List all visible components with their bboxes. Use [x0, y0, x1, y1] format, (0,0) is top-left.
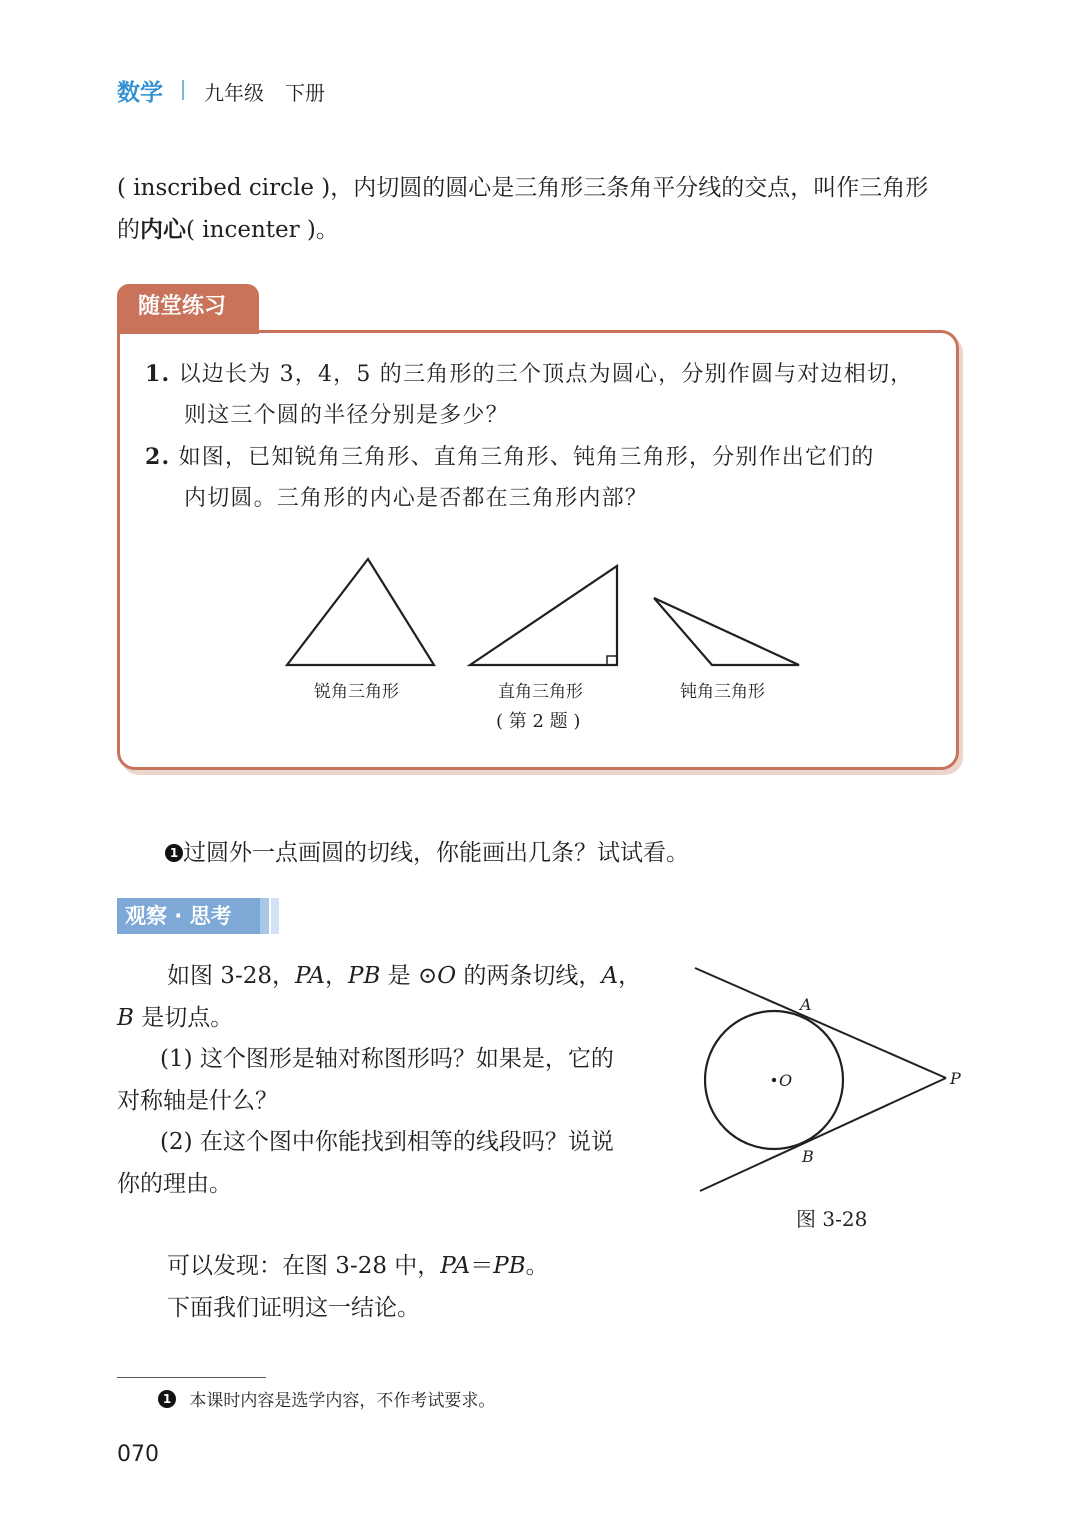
right-triangle: [470, 566, 617, 665]
observe-p3-line2: 你的理由。: [117, 1171, 232, 1197]
label-acute: 锐角三角形: [314, 682, 399, 702]
figure-3-28-caption: 图 3-28: [796, 1207, 868, 1231]
footnote-marker: 1: [165, 844, 183, 862]
observe-p1-line1: [167, 955, 641, 997]
obtuse-triangle: [654, 598, 799, 665]
observe-text: ，: [324, 963, 348, 989]
observe-text: 是切点。: [133, 1005, 234, 1031]
conclusion-text: 可以发现：在图 3-28 中，: [167, 1253, 441, 1279]
footnote-text: 本课时内容是选学内容，不作考试要求。: [189, 1391, 496, 1411]
question-2: [145, 436, 875, 479]
figure-3-28: [690, 960, 980, 1200]
observe-text: ，: [618, 963, 642, 989]
tangent-question-text: 过圆外一点画圆的切线，你能画出几条？试试看。: [183, 840, 689, 866]
observe-text: 的两条切线，: [456, 963, 602, 989]
var-B: B: [117, 1005, 134, 1031]
observe-stripe-light: [271, 898, 279, 934]
triangles-figure: [280, 552, 810, 672]
question-2-cont: 内切圆。三角形的内心是否都在三角形内部？: [184, 486, 649, 511]
intro-line-2: [117, 209, 339, 251]
footnote-rule: [117, 1377, 266, 1378]
conclusion-line-2: 下面我们证明这一结论。: [167, 1295, 420, 1321]
footnote: [158, 1386, 495, 1411]
equals-sign: ＝: [470, 1253, 494, 1279]
question-2-text: 如图，已知锐角三角形、直角三角形、钝角三角形，分别作出它们的: [178, 445, 875, 470]
question-1: [145, 353, 913, 396]
var-PA: PA: [440, 1253, 471, 1279]
observe-p2-line1: (1) 这个图形是轴对称图形吗？如果是，它的: [160, 1046, 614, 1072]
tangent-PB: [700, 1078, 946, 1191]
observe-stripe: [260, 898, 269, 934]
observe-p1-line2: [117, 997, 233, 1039]
exercise-title: 随堂练习: [117, 284, 259, 334]
var-PB: PB: [347, 963, 381, 989]
question-1-cont: 则这三个圆的半径分别是多少？: [184, 403, 509, 428]
observe-title: 观察 · 思考: [117, 898, 260, 934]
tangent-PA: [695, 968, 946, 1078]
right-angle-mark: [607, 656, 617, 665]
tangent-question: [165, 832, 689, 874]
question-2-number: 2.: [145, 444, 171, 470]
intro-line-2-prefix: 的: [117, 217, 140, 243]
var-PB: PB: [493, 1253, 526, 1279]
footnote-marker-bottom: 1: [158, 1390, 176, 1408]
observe-text: 如图 3-28，: [167, 963, 295, 989]
header-divider: [182, 80, 184, 100]
observe-p3-line1: (2) 在这个图中你能找到相等的线段吗？说说: [160, 1129, 614, 1155]
label-A: A: [800, 995, 812, 1014]
acute-triangle: [287, 559, 434, 665]
observe-p2-line2: 对称轴是什么？: [117, 1088, 278, 1114]
label-B: B: [802, 1147, 814, 1166]
label-obtuse: 钝角三角形: [680, 682, 765, 702]
conclusion-text: 。: [525, 1253, 549, 1279]
center-point: [772, 1078, 776, 1082]
question-1-text: 以边长为 3，4，5 的三角形的三个顶点为圆心，分别作圆与对边相切，: [178, 362, 914, 387]
var-PA: PA: [294, 963, 325, 989]
var-O: O: [437, 963, 457, 989]
label-right: 直角三角形: [498, 682, 583, 702]
label-P: P: [950, 1069, 961, 1088]
volume-label: 下册: [285, 81, 325, 105]
intro-line-1: ( inscribed circle )，内切圆的圆心是三角形三条角平分线的交点，叫作三角形: [117, 175, 929, 201]
var-A: A: [601, 963, 619, 989]
grade-label: 九年级: [204, 81, 264, 105]
page-number: 070: [117, 1442, 159, 1467]
exercise-figure-caption: ( 第 2 题 ): [496, 711, 581, 732]
question-1-number: 1.: [145, 361, 171, 387]
label-O: O: [779, 1071, 793, 1090]
term-incenter: 内心: [140, 216, 186, 243]
intro-line-2-suffix: ( incenter )。: [186, 217, 339, 243]
subject-title: 数学: [117, 80, 163, 106]
conclusion-line-1: [167, 1245, 549, 1287]
observe-text: 是 ⊙: [380, 963, 438, 989]
